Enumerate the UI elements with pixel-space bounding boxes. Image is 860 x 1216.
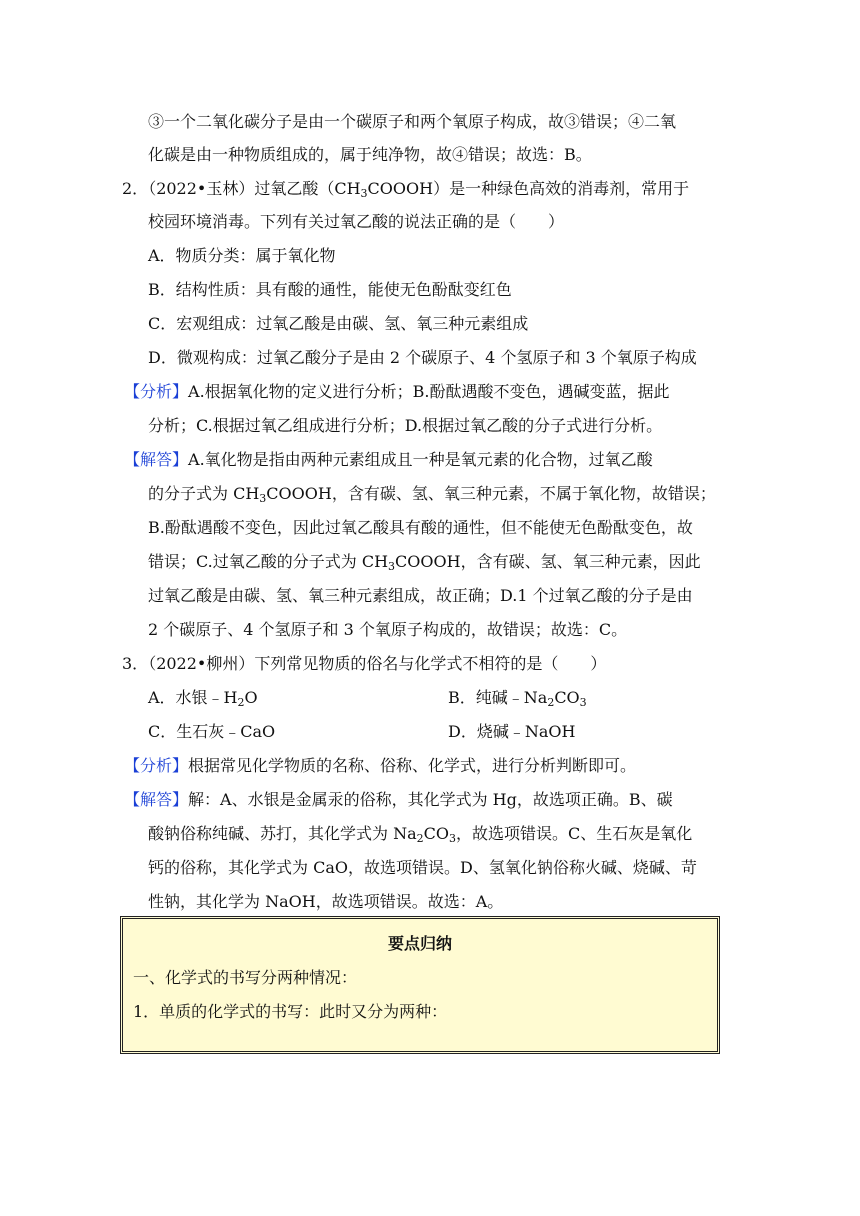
summary-title: 要点归纳 [387,934,452,953]
answer-line-2: 酸钠俗称纯碱、苏打，其化学式为 $Na_2CO_3$，故选项错误。C、生石灰是氧化 [148,824,693,845]
answer-line-5: 过氧乙酸是由碳、氢、氧三种元素组成，故正确；D.1 个过氧乙酸的分子是由 [148,586,693,605]
answer-line-1: 【解答】解：A、水银是金属汞的俗称，其化学式为 Hg，故选项正确。B、碳 [124,790,673,809]
summary-box [120,916,720,1054]
continuation-line-2: 化碳是由一种物质组成的，属于纯净物，故④错误；故选：B。 [148,145,592,164]
option-d: D．烧碱﹣NaOH [448,722,576,741]
continuation-line-1: ③一个二氧化碳分子是由一个碳原子和两个氧原子构成，故③错误；④二氧 [148,112,677,131]
answer-line-3: B.酚酞遇酸不变色，因此过氧乙酸具有酸的通性，但不能使无色酚酞变色，故 [148,518,693,537]
option-a: A．水银$﹣H_2O$ [148,688,258,709]
summary-line-1: 一、化学式的书写分两种情况： [133,968,358,987]
analysis-line-2: 分析；C.根据过氧乙组成进行分析；D.根据过氧乙酸的分子式进行分析。 [148,416,663,435]
question-number: 3． [122,654,149,673]
question-2-stem-line-2: 校园环境消毒。下列有关过氧乙酸的说法正确的是（ ） [148,212,565,231]
option-d: D．微观构成：过氧乙酸分子是由 2 个碳原子、4 个氢原子和 3 个氧原子构成 [148,348,697,367]
answer-line-4: 错误；C.过氧乙酸的分子式为 $CH_3COOOH$，含有碳、氢、氧三种元素，因此 [148,552,701,573]
answer-line-3: 钙的俗称，其化学式为 CaO，故选项错误。D、氢氧化钠俗称火碱、烧碱、苛 [148,858,697,877]
option-c: C．生石灰﹣CaO [148,722,276,741]
option-a: A．物质分类：属于氧化物 [148,246,336,265]
option-c: C．宏观组成：过氧乙酸是由碳、氢、氧三种元素组成 [148,314,529,333]
answer-line-1: 【解答】A.氧化物是指由两种元素组成且一种是氧元素的化合物，过氧乙酸 [124,450,653,469]
analysis-tag: 【分析】 [124,756,189,775]
question-number: 2． [122,179,149,198]
answer-tag: 【解答】 [124,790,189,809]
question-2-stem-line-1: 2．（2022•玉林）过氧乙酸$(CH_3COOOH)$是一种绿色高效的消毒剂，常用于 [122,179,690,200]
analysis-tag: 【分析】 [124,382,189,401]
answer-line-2: 的分子式为 $CH_3COOOH$，含有碳、氢、氧三种元素，不属于氧化物，故错误； [148,484,716,505]
question-3-stem: 3．（2022•柳州）下列常见物质的俗名与化学式不相符的是（ ） [122,654,607,673]
option-b: B．结构性质：具有酸的通性，能使无色酚酞变红色 [148,280,512,299]
analysis-line-1: 【分析】A.根据氧化物的定义进行分析；B.酚酞遇酸不变色，遇碱变蓝，据此 [124,382,670,401]
summary-line-2: 1．单质的化学式的书写：此时又分为两种： [133,1002,448,1021]
option-b: B．纯碱$﹣Na_2CO_3$ [448,688,587,709]
analysis-line: 【分析】根据常见化学物质的名称、俗称、化学式，进行分析判断即可。 [124,756,637,775]
answer-tag: 【解答】 [124,450,189,469]
answer-line-6: 2 个碳原子、4 个氢原子和 3 个氧原子构成的，故错误；故选：C。 [148,620,628,639]
answer-line-4: 性钠，其化学为 NaOH，故选项错误。故选：A。 [148,892,504,911]
